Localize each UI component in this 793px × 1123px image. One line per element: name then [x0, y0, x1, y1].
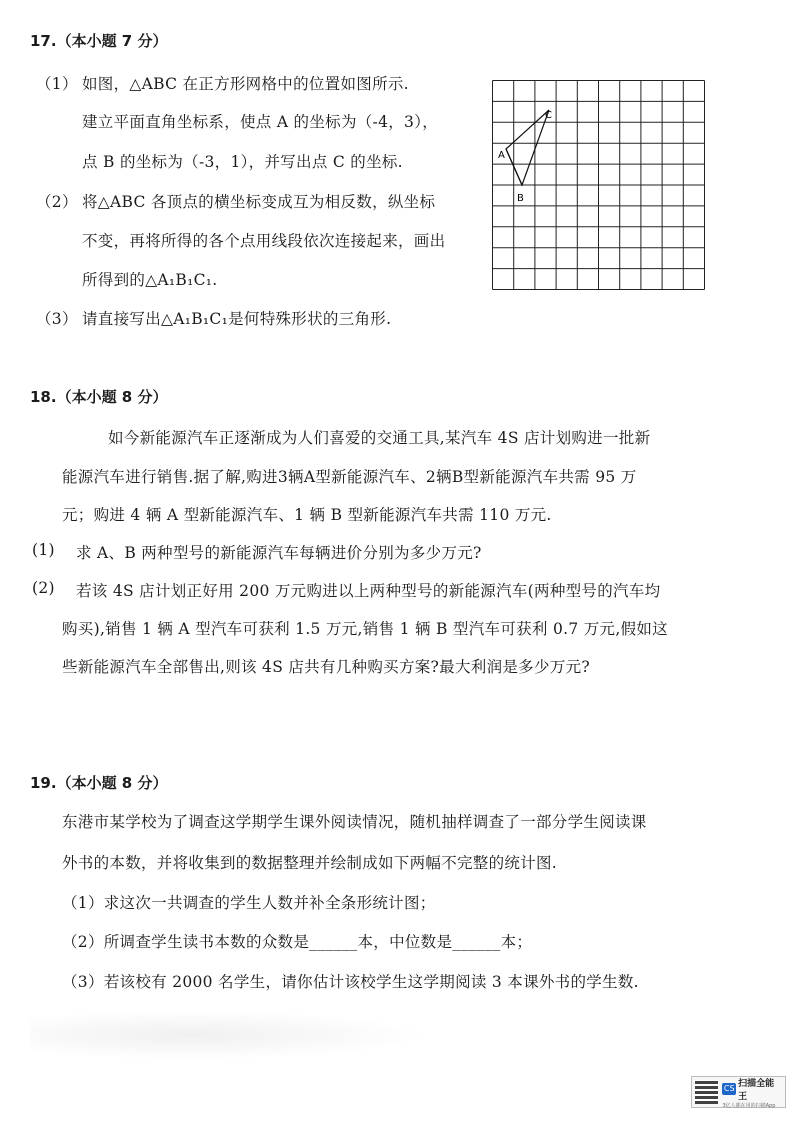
q19-title: 19.（本小题 8 分） — [30, 774, 168, 792]
label-a: A — [498, 150, 505, 161]
q17-part1-line-3: 点 B 的坐标为（-3，1），并写出点 C 的坐标. — [82, 153, 403, 171]
q17-part2-line-1: 将△ABC 各顶点的横坐标变成互为相反数，纵坐标 — [82, 193, 436, 211]
badge-text-block — [722, 1076, 782, 1109]
q17-part2-number: （2） — [36, 193, 78, 211]
q18-intro-line-1: 如今新能源汽车正逐渐成为人们喜爱的交通工具,某汽车 4S 店计划购进一批新 — [108, 429, 651, 447]
q17-part1-line-1: 如图，△ABC 在正方形网格中的位置如图所示. — [82, 75, 409, 93]
q18-title: 18.（本小题 8 分） — [30, 388, 168, 406]
label-b: B — [517, 193, 524, 204]
q17-part2-line-3: 所得到的△A₁B₁C₁. — [82, 271, 218, 289]
q19-intro-line-2: 外书的本数，并将收集到的数据整理并绘制成如下两幅不完整的统计图. — [62, 854, 558, 872]
q19-part1: （1）求这次一共调查的学生人数并补全条形统计图； — [62, 894, 436, 912]
q17-part3-number: （3） — [36, 310, 78, 328]
q19-intro-line-1: 东港市某学校为了调查这学期学生课外阅读情况，随机抽样调查了一部分学生阅读课 — [62, 813, 647, 831]
q18-part1-line: 求 A、B 两种型号的新能源汽车每辆进价分别为多少万元? — [76, 544, 482, 562]
q18-part2-line-3: 些新能源汽车全部售出,则该 4S 店共有几种购买方案?最大利润是多少万元? — [62, 658, 590, 676]
q17-part3-line: 请直接写出△A₁B₁C₁是何特殊形状的三角形. — [82, 310, 392, 328]
q19-part2: （2）所调查学生读书本数的众数是______本，中位数是______本； — [62, 933, 533, 951]
q18-part2-line-2: 购买),销售 1 辆 A 型汽车可获利 1.5 万元,销售 1 辆 B 型汽车可获利 0.7 万元,假如这 — [62, 620, 668, 638]
badge-title: 扫描全能王 — [738, 1078, 775, 1102]
badge-subtitle: 3亿人都在用的扫描App — [722, 1102, 776, 1109]
q18-intro-line-3: 元；购进 4 辆 A 型新能源汽车、1 辆 B 型新能源汽车共需 110 万元. — [62, 506, 552, 524]
cs-logo-icon: CS — [723, 1084, 735, 1093]
scan-smudge — [30, 1010, 430, 1060]
label-c: C — [545, 110, 552, 121]
scanner-watermark-badge — [691, 1076, 786, 1108]
qr-code-icon — [695, 1080, 718, 1104]
square-grid-figure — [492, 80, 705, 294]
q17-part1-number: （1） — [36, 75, 78, 93]
grid-svg — [492, 80, 705, 290]
q18-intro-line-2: 能源汽车进行销售.据了解,购进3辆A型新能源汽车、2辆B型新能源汽车共需 95 万 — [62, 468, 637, 486]
triangle-abc — [506, 110, 549, 185]
grid-lines — [493, 81, 705, 290]
q19-part3: （3）若该校有 2000 名学生，请你估计该校学生这学期阅读 3 本课外书的学生数. — [62, 973, 639, 991]
q18-part2-number: (2) — [32, 579, 55, 597]
q17-part2-line-2: 不变，再将所得的各个点用线段依次连接起来，画出 — [82, 232, 446, 250]
q18-part2-line-1: 若该 4S 店计划正好用 200 万元购进以上两种型号的新能源汽车(两种型号的汽车均 — [76, 582, 661, 600]
q18-part1-number: (1) — [32, 541, 55, 559]
q17-title: 17.（本小题 7 分） — [30, 32, 168, 50]
q17-part1-line-2: 建立平面直角坐标系，使点 A 的坐标为（-4，3）， — [82, 113, 439, 131]
